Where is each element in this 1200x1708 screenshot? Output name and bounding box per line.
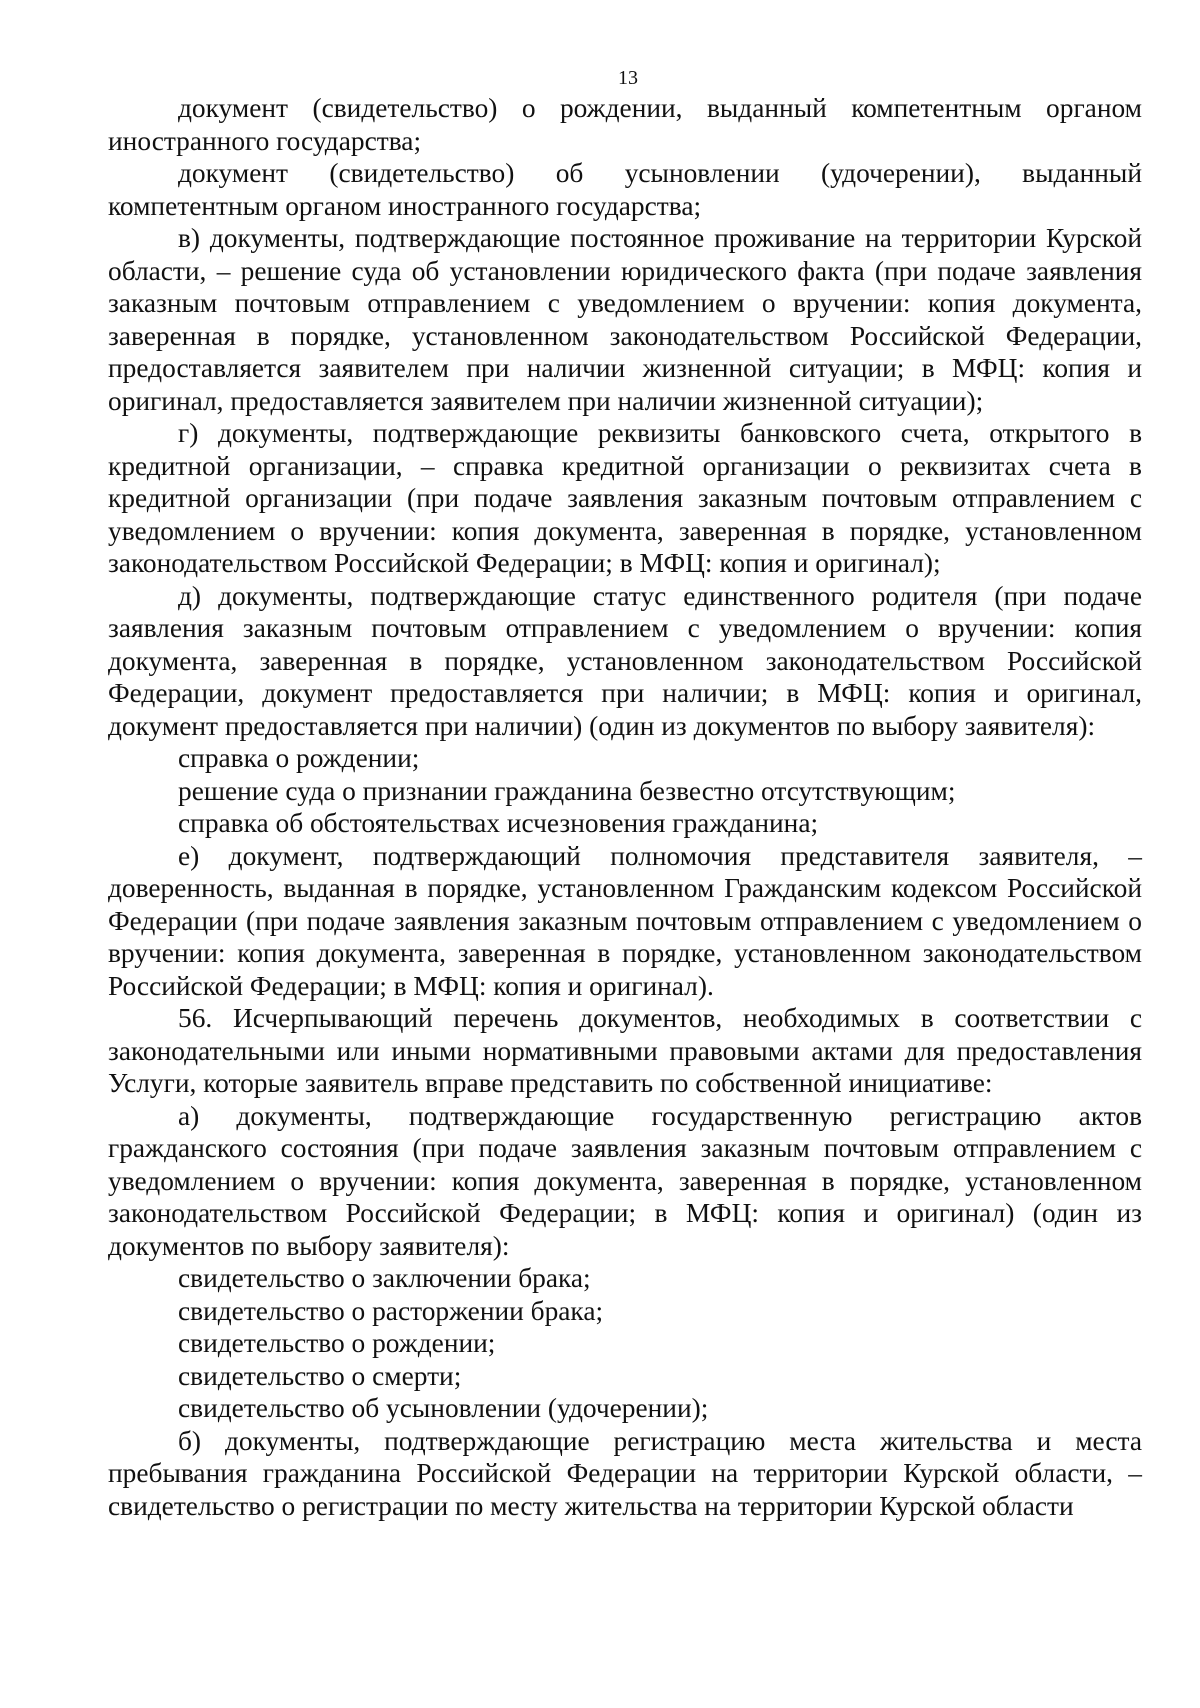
document-body	[108, 92, 1142, 1522]
paragraph-item-g-bank-account: г) документы, подтверждающие реквизиты банковского счета, открытого в кредитной организации, – справка кредитной организации о реквизитах счета в кредитной организации (при подаче заявления заказным почтовым отправлением с уведомлением о вручении: копия документа, заверенная в порядке, установленном законодательством Российской Федерации; в МФЦ: копия и оригинал);	[108, 418, 1142, 578]
paragraph-item-a-civil-registration: а) документы, подтверждающие государственную регистрацию актов гражданского состояния (при подаче заявления заказным почтовым отправлением с уведомлением о вручении: копия документа, заверенная в порядке, установленном законодательством Российской Федерации; в МФЦ: копия и оригинал) (один из документов по выбору заявителя):	[108, 1100, 1142, 1261]
list-item-adoption-certificate: свидетельство об усыновлении (удочерении);	[178, 1393, 709, 1423]
list-item-divorce-certificate: свидетельство о расторжении брака;	[178, 1295, 604, 1326]
paragraph-birth-document: документ (свидетельство) о рождении, выданный компетентным органом иностранного государства;	[108, 93, 1142, 156]
list-item-disappearance-certificate: справка об обстоятельствах исчезновения гражданина;	[178, 808, 819, 838]
paragraph-56-document-list: 56. Исчерпывающий перечень документов, необходимых в соответствии с законодательными или иными нормативными правовыми актами для предоставления Услуги, которые заявитель вправе представить по собственной инициативе:	[108, 1003, 1142, 1098]
list-item-birth-record: свидетельство о рождении;	[178, 1328, 496, 1358]
list-item-birth-certificate: справка о рождении;	[178, 743, 420, 773]
list-item-court-decision: решение суда о признании гражданина безвестно отсутствующим;	[178, 775, 956, 806]
paragraph-item-e-representative: е) документ, подтверждающий полномочия представителя заявителя, – доверенность, выданная в порядке, установленном Гражданским кодексом Российской Федерации (при подаче заявления заказным почтовым отправлением с уведомлением о вручении: копия документа, заверенная в порядке, установленном законодательством Российской Федерации; в МФЦ: копия и оригинал).	[108, 840, 1142, 1001]
paragraph-item-d-single-parent: д) документы, подтверждающие статус единственного родителя (при подаче заявления заказным почтовым отправлением с уведомлением о вручении: копия документа, заверенная в порядке, установленном законодательством Российской Федерации, документ предоставляется при наличии; в МФЦ: копия и оригинал, документ предоставляется при наличии) (один из документов по выбору заявителя):	[108, 580, 1142, 741]
list-item-death-certificate: свидетельство о смерти;	[178, 1360, 462, 1391]
page-number: 13	[618, 67, 638, 89]
paragraph-item-b-registration: б) документы, подтверждающие регистрацию места жительства и места пребывания гражданина Российской Федерации на территории Курской области, – свидетельство о регистрации по месту жительства на территории Курской области	[108, 1425, 1142, 1521]
paragraph-item-v-residence: в) документы, подтверждающие постоянное проживание на территории Курской области, – решение суда об установлении юридического факта (при подаче заявления заказным почтовым отправлением с уведомлением о вручении: копия документа, заверенная в порядке, установленном законодательством Российской Федерации, предоставляется заявителем при наличии жизненной ситуации; в МФЦ: копия и оригинал, предоставляется заявителем при наличии жизненной ситуации);	[108, 223, 1142, 416]
paragraph-adoption-document: документ (свидетельство) об усыновлении (удочерении), выданный компетентным органом иностранного государства;	[108, 158, 1142, 221]
list-item-marriage-certificate: свидетельство о заключении брака;	[178, 1263, 591, 1293]
